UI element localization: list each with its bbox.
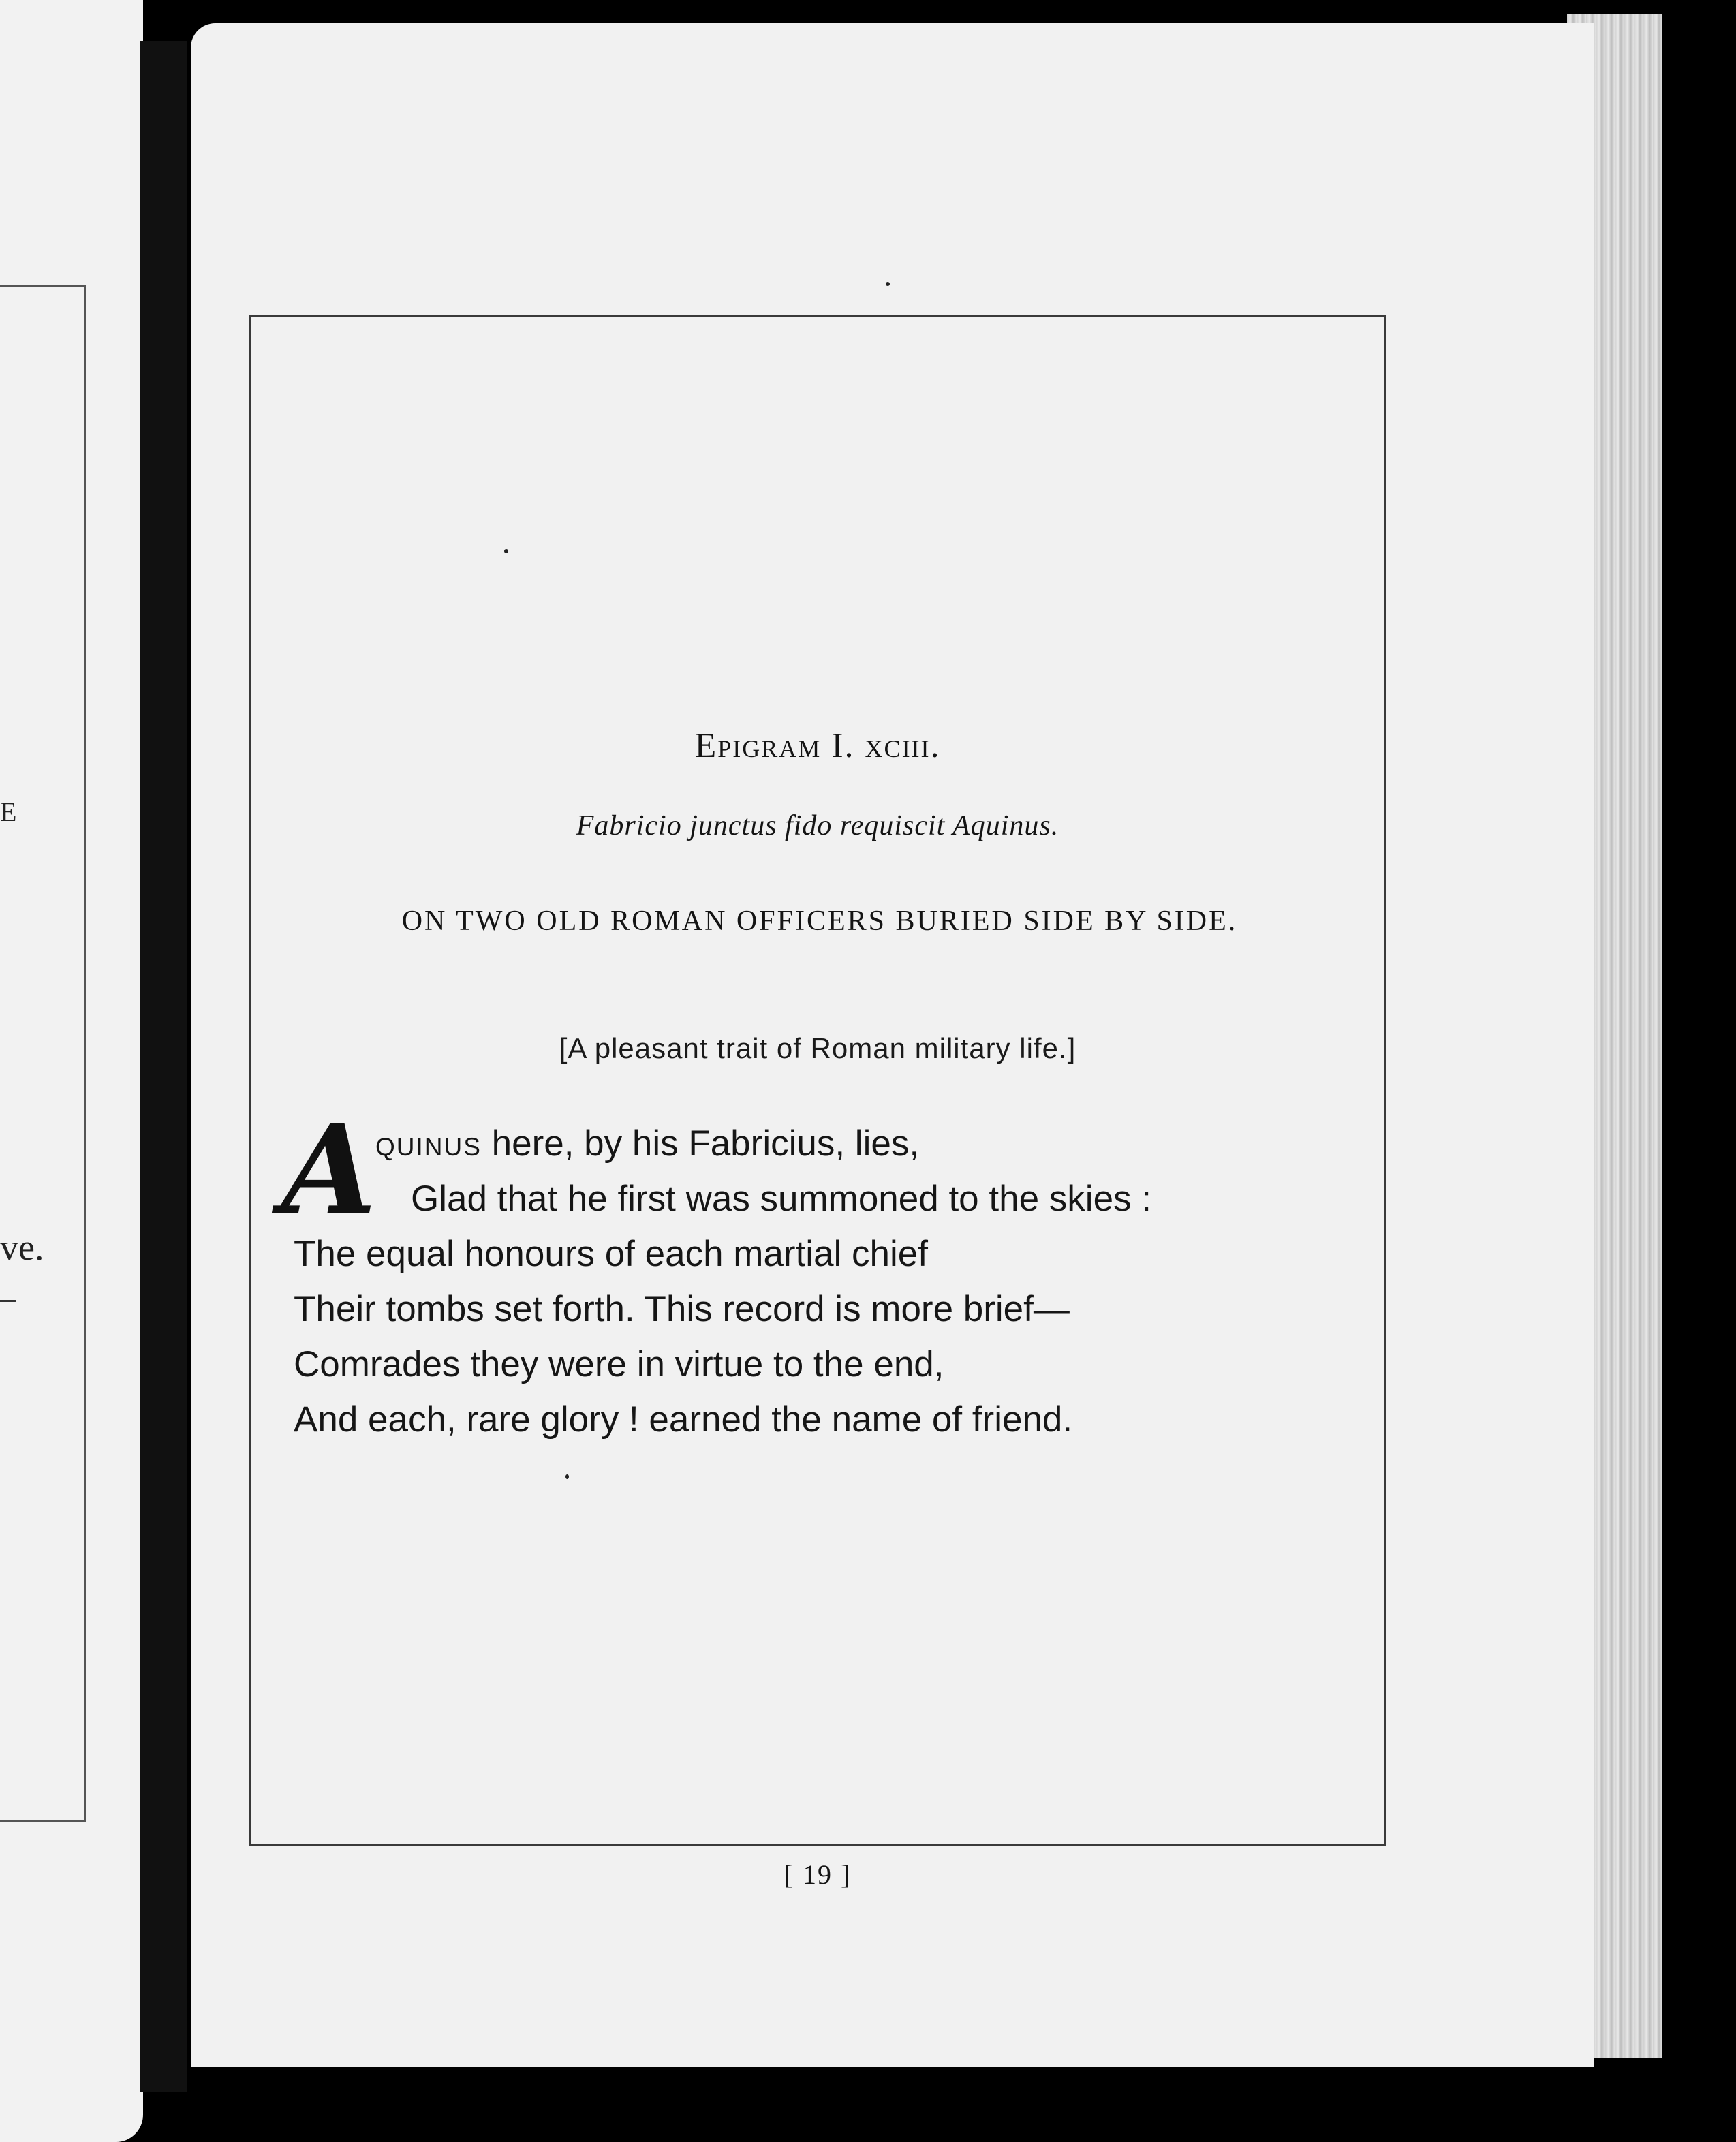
poem-title: ON TWO OLD ROMAN OFFICERS BURIED SIDE BY SIDE.	[401, 905, 1238, 937]
page-edges-shadow	[1662, 0, 1736, 2142]
page-number: [ 19 ]	[784, 1859, 852, 1890]
poem-line-3: The equal honours of each martial chief	[294, 1234, 928, 1274]
poem-line-1-text: here, by his Fabricius, lies,	[481, 1123, 920, 1164]
poem-line-6: And each, rare glory ! earned the name of friend.	[294, 1399, 1073, 1440]
book-gutter	[140, 41, 187, 2092]
left-page-fragment-ve: ve.	[0, 1227, 44, 1268]
poem-line-1-smallcaps: quinus	[375, 1123, 482, 1164]
left-page	[0, 0, 143, 2142]
left-page-frame	[0, 285, 86, 1822]
poem-line-2: Glad that he first was summoned to the skies :	[411, 1179, 1151, 1219]
poem-body	[294, 1116, 1384, 1447]
left-page-fragment-e: E	[0, 796, 17, 827]
poem-line-1	[294, 1116, 1384, 1171]
poem-subtitle: [A pleasant trait of Roman military life.]	[559, 1032, 1076, 1064]
poem-line-5: Comrades they were in virtue to the end,	[294, 1344, 944, 1384]
left-page-dash	[0, 1300, 16, 1302]
speck	[886, 282, 890, 286]
text-frame	[249, 315, 1386, 1846]
poem-line-4: Their tombs set forth. This record is more brief—	[294, 1289, 1070, 1329]
drop-initial: A	[281, 1098, 377, 1242]
epigram-heading: Epigram I. xciii.	[694, 726, 941, 765]
latin-line: Fabricio junctus fido requiscit Aquinus.	[576, 810, 1059, 841]
